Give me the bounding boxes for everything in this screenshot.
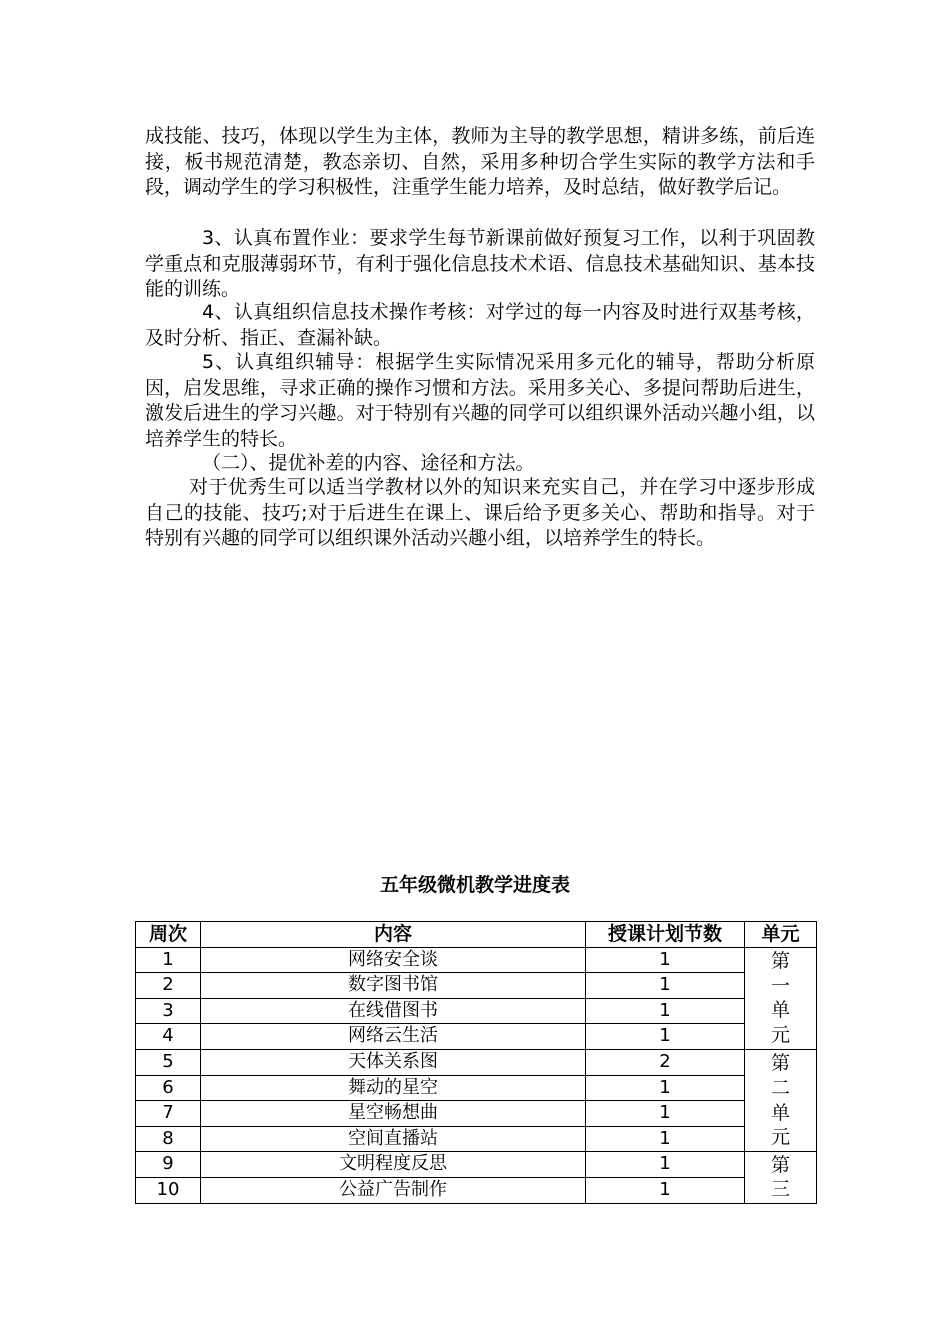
- table-row: [136, 1049, 817, 1075]
- cell-week: 2: [136, 973, 201, 999]
- cell-count: 1: [586, 1126, 745, 1152]
- table-row: [136, 947, 817, 973]
- cell-count: 1: [586, 947, 745, 973]
- cell-week: 8: [136, 1126, 201, 1152]
- table-header-row: [136, 922, 817, 948]
- unit-label-3: 第三: [770, 1153, 790, 1201]
- unit-label-2: 第二单元: [770, 1052, 790, 1149]
- header-unit: 单元: [745, 922, 817, 948]
- cell-week: 5: [136, 1049, 201, 1075]
- cell-unit-2: [745, 1049, 817, 1151]
- paragraph-homework: 3、认真布置作业：要求学生每节新课前做好预复习工作，以利于巩固教学重点和克服薄弱环节，有利于强化信息技术术语、信息技术基础知识、基本技能的训练。: [145, 227, 815, 301]
- schedule-table: [135, 921, 817, 1204]
- table-row: [136, 1126, 817, 1152]
- unit-label-1: 第一单元: [770, 950, 790, 1046]
- table-row: [136, 973, 817, 999]
- cell-count: 1: [586, 1101, 745, 1127]
- cell-week: 6: [136, 1075, 201, 1101]
- schedule-title: 五年级微机教学进度表: [379, 874, 570, 896]
- cell-count: 1: [586, 1177, 745, 1203]
- table-row: [136, 1177, 817, 1203]
- cell-count: 2: [586, 1049, 745, 1075]
- table-row: [136, 1152, 817, 1178]
- cell-content: 天体关系图: [201, 1049, 586, 1075]
- cell-unit-3: [745, 1152, 817, 1203]
- table-row: [136, 998, 817, 1024]
- cell-week: 9: [136, 1152, 201, 1178]
- cell-content: 星空畅想曲: [201, 1101, 586, 1127]
- cell-count: 1: [586, 1152, 745, 1178]
- paragraph-teaching-method: 成技能、技巧，体现以学生为主体，教师为主导的教学思想，精讲多练，前后连接，板书规范清楚，教态亲切、自然，采用多种切合学生实际的教学方法和手段，调动学生的学习积极性，注重学生能力培养，及时总结，做好教学后记。: [145, 125, 815, 199]
- cell-count: 1: [586, 1075, 745, 1101]
- paragraph-assessment: 4、认真组织信息技术操作考核：对学过的每一内容及时进行双基考核，及时分析、指正、查漏补缺。: [145, 301, 815, 349]
- cell-content: 网络云生活: [201, 1024, 586, 1050]
- table-row: [136, 1024, 817, 1050]
- cell-week: 10: [136, 1177, 201, 1203]
- header-count: 授课计划节数: [586, 922, 745, 948]
- cell-week: 4: [136, 1024, 201, 1050]
- cell-count: 1: [586, 1024, 745, 1050]
- paragraph-improvement: 对于优秀生可以适当学教材以外的知识来充实自己，并在学习中逐步形成自己的技能、技巧;对于后进生在课上、课后给予更多关心、帮助和指导。对于特别有兴趣的同学可以组织课外活动兴趣小组，以培养学生的特长。: [145, 476, 815, 550]
- cell-content: 空间直播站: [201, 1126, 586, 1152]
- cell-content: 公益广告制作: [201, 1177, 586, 1203]
- cell-unit-1: [745, 947, 817, 1049]
- cell-week: 7: [136, 1101, 201, 1127]
- header-content: 内容: [201, 922, 586, 948]
- header-week: 周次: [136, 922, 201, 948]
- cell-count: 1: [586, 998, 745, 1024]
- cell-count: 1: [586, 973, 745, 999]
- section-heading-improvement: （二）、提优补差的内容、途径和方法。: [202, 452, 535, 474]
- cell-week: 1: [136, 947, 201, 973]
- cell-content: 在线借图书: [201, 998, 586, 1024]
- cell-content: 文明程度反思: [201, 1152, 586, 1178]
- cell-content: 舞动的星空: [201, 1075, 586, 1101]
- table-row: [136, 1101, 817, 1127]
- paragraph-tutoring: 5、认真组织辅导：根据学生实际情况采用多元化的辅导，帮助分析原因，启发思维，寻求正确的操作习惯和方法。采用多关心、多提问帮助后进生，激发后进生的学习兴趣。对于特别有兴趣的同学可以组织课外活动兴趣小组，以培养学生的特长。: [145, 351, 815, 450]
- cell-content: 网络安全谈: [201, 947, 586, 973]
- cell-content: 数字图书馆: [201, 973, 586, 999]
- table-row: [136, 1075, 817, 1101]
- cell-week: 3: [136, 998, 201, 1024]
